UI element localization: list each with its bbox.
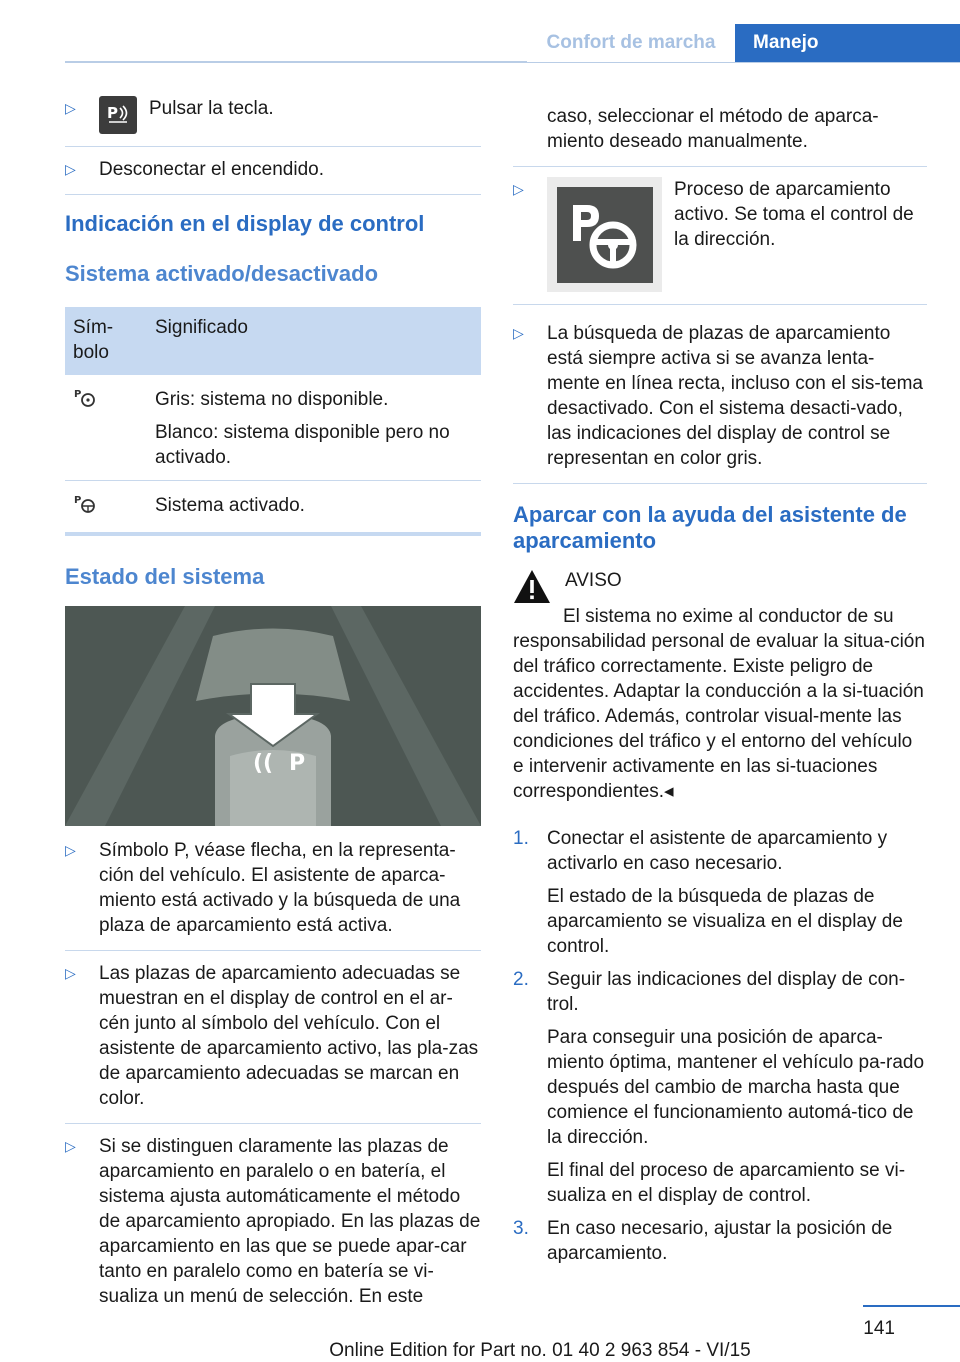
control-display-image xyxy=(65,606,481,826)
parking-active-image xyxy=(547,177,662,292)
edition-footer: Online Edition for Part no. 01 40 2 963 854 - VI/15 xyxy=(329,1340,751,1361)
list-item xyxy=(65,96,481,147)
bullet-triangle-icon: ▷ xyxy=(513,181,524,197)
list-item xyxy=(513,177,927,305)
vehicle-display-illustration xyxy=(65,606,481,826)
park-steering-icon xyxy=(73,387,99,409)
section-heading: Aparcar con la ayuda del asistente de aparcamiento xyxy=(513,502,907,553)
svg-text:P: P xyxy=(74,495,82,506)
bullet-triangle-icon: ▷ xyxy=(65,161,76,177)
meaning-text: Gris: sistema no disponible. xyxy=(155,389,389,410)
section-tab[interactable]: Confort de marcha xyxy=(527,24,735,62)
park-steering-active-icon xyxy=(73,493,99,515)
list-item xyxy=(65,1134,481,1321)
bullet-triangle-icon: ▷ xyxy=(65,1138,76,1154)
list-item xyxy=(65,157,481,195)
right-column xyxy=(513,104,927,1274)
subsection-heading: Estado del sistema xyxy=(65,564,265,589)
warning-icon xyxy=(513,568,551,606)
list-item-continued xyxy=(513,104,927,167)
section-heading: Indicación en el display de control xyxy=(65,211,425,236)
meaning-text: Blanco: sistema disponible pero no activado. xyxy=(155,422,450,468)
left-column xyxy=(65,90,481,1331)
symbol-table xyxy=(65,307,481,536)
page-number: 141 xyxy=(863,1318,895,1339)
table-header-meaning: Significado xyxy=(147,307,481,375)
footer-rule xyxy=(863,1305,960,1307)
bullet-triangle-icon: ▷ xyxy=(65,100,76,116)
meaning-cell: Sistema activado. xyxy=(147,481,481,535)
bullet-text: Las plazas de aparcamiento adecuadas se muestran en el display de control en el ar-cén junto al símbolo del vehículo. Con el asistente de aparcamiento activo, las pla-zas de aparcamiento adecuadas se marcan en color. xyxy=(99,963,479,1109)
svg-text:((: (( xyxy=(253,751,274,776)
list-item xyxy=(65,961,481,1124)
subsection-heading: Sistema activado/desactivado xyxy=(65,261,379,286)
step-item xyxy=(513,967,927,1208)
table-row xyxy=(65,375,481,481)
step-text: El final del proceso de aparcamiento se vi-sualiza en el display de control. xyxy=(547,1160,906,1206)
bullet-text: Símbolo P, véase flecha, en la representa-ción del vehículo. El asistente de aparca-miento está activado y la búsqueda de una plaza de aparcamiento está activa. xyxy=(99,840,461,936)
table-header-symbol: Sím- bolo xyxy=(65,307,147,375)
step-text: Seguir las indicaciones del display de con-trol. xyxy=(547,969,906,1015)
warning-title: AVISO xyxy=(565,570,622,591)
bullet-triangle-icon: ▷ xyxy=(65,965,76,981)
svg-text:P: P xyxy=(74,389,82,400)
bullet-triangle-icon: ▷ xyxy=(513,325,524,341)
step-item xyxy=(513,826,927,959)
step-text: Conectar el asistente de aparcamiento y activarlo en caso necesario. xyxy=(547,828,888,874)
step-text: Para conseguir una posición de aparca-miento óptima, mantener el vehículo pa-rado después del cambio de marcha hasta que comience el funcionamiento automá-tico de la dirección. xyxy=(547,1027,925,1148)
p-symbol-label: P xyxy=(289,751,306,776)
symbol-cell xyxy=(65,481,147,535)
step-item xyxy=(513,1216,927,1266)
warning-text: El sistema no exime al conductor de su responsabilidad personal de evaluar la situa-ción del tráfico correctamente. Existe peligro de accidentes. Adaptar la conducción a la si-tuación del tráfico. Además, controlar visual-mente las condiciones del tráfico y el entorno del vehículo e intervenir activamente en las si-tuaciones correspondientes.◂ xyxy=(513,606,925,802)
bullet-text: Proceso de aparcamiento activo. Se toma el control de la dirección. xyxy=(674,179,914,250)
step-text: En caso necesario, ajustar la posición de aparcamiento. xyxy=(547,1218,893,1264)
table-row xyxy=(65,481,481,535)
table-header-row xyxy=(65,307,481,375)
chapter-tab[interactable]: Manejo xyxy=(735,24,960,62)
bullet-text: Pulsar la tecla. xyxy=(149,98,274,119)
park-assist-button-icon xyxy=(99,96,137,134)
step-text: El estado de la búsqueda de plazas de aparcamiento se visualiza en el display de control. xyxy=(547,886,903,957)
list-item xyxy=(513,321,927,484)
step-number: 3. xyxy=(513,1218,529,1239)
list-item xyxy=(65,838,481,951)
bullet-text: La búsqueda de plazas de aparcamiento está siempre activa si se avanza lenta-mente en línea recta, incluso con el sis-tema desactivado. Con el sistema desacti-vado, las indicaciones del display de control se representan en color gris. xyxy=(547,323,923,469)
park-steering-large-icon xyxy=(565,195,645,275)
meaning-cell xyxy=(147,375,481,481)
bullet-text: caso, seleccionar el método de aparca-miento deseado manualmente. xyxy=(547,106,879,152)
step-number: 1. xyxy=(513,828,529,849)
step-number: 2. xyxy=(513,969,529,990)
bullet-text: Desconectar el encendido. xyxy=(99,159,324,180)
warning-block xyxy=(513,568,927,606)
bullet-text: Si se distinguen claramente las plazas de aparcamiento en paralelo o en batería, el sistema ajusta automáticamente el método de aparcamiento apropiado. En las plazas de aparcamiento en las que se puede apar-car tanto en paralelo como en batería se vi-sualiza un menú de selección. En este xyxy=(99,1136,481,1307)
page-header xyxy=(0,24,960,62)
symbol-cell xyxy=(65,375,147,481)
bullet-triangle-icon: ▷ xyxy=(65,842,76,858)
svg-text:P: P xyxy=(107,104,118,122)
